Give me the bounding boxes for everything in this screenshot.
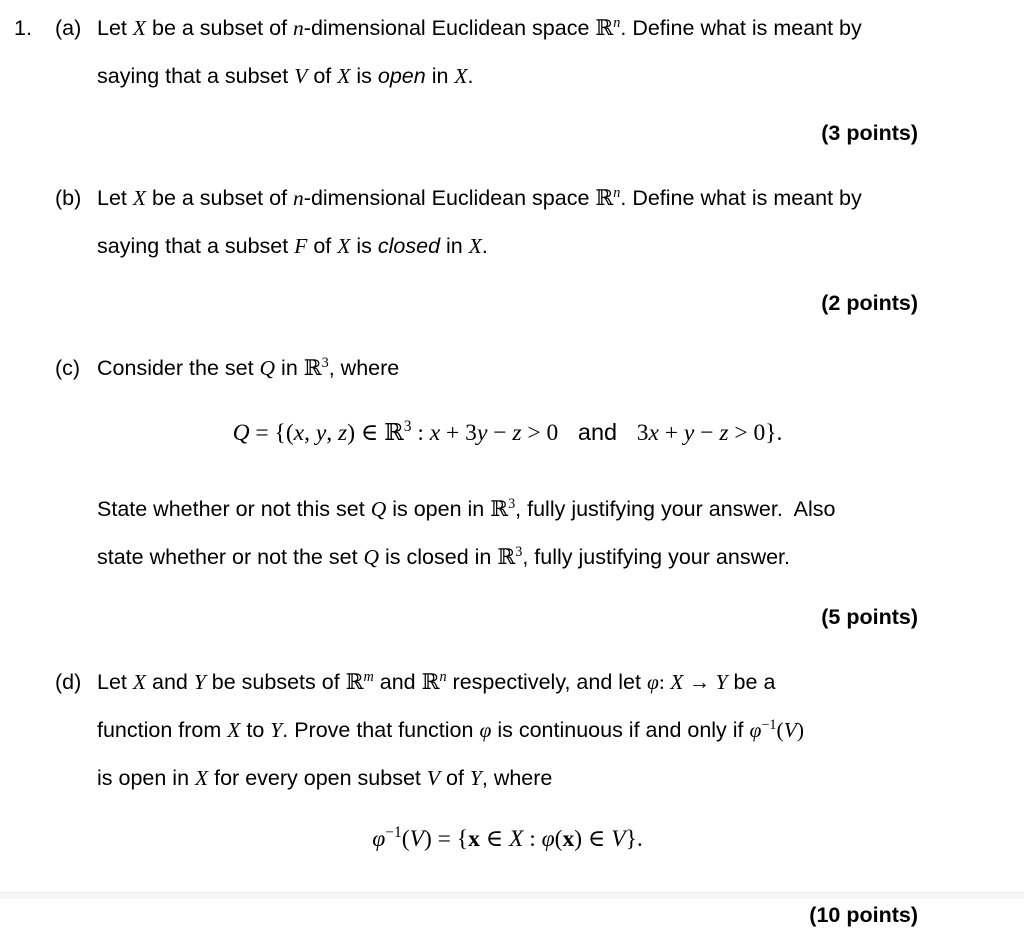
- text-run: ℝ: [490, 497, 509, 522]
- text-run: →: [683, 670, 716, 694]
- text-line: [97, 6, 918, 54]
- text-run: x: [293, 420, 305, 446]
- math-equation: [97, 407, 918, 461]
- text-run: , fully justifying your answer.: [522, 545, 790, 569]
- text-run: X: [454, 64, 468, 88]
- text-run: X: [132, 16, 147, 40]
- text-run: +: [658, 420, 684, 446]
- text-run: n: [293, 16, 304, 40]
- text-run: state whether or not the set: [97, 545, 364, 569]
- text-run: Q: [363, 545, 380, 569]
- text-run: V: [611, 826, 626, 852]
- text-run: X: [132, 670, 147, 694]
- text-run: ℝ: [421, 670, 440, 695]
- part-label: (b): [55, 186, 82, 210]
- text-run: φ: [372, 826, 386, 852]
- part-body: [97, 346, 918, 640]
- text-run: + 3: [440, 420, 477, 446]
- text-run: F: [294, 234, 308, 258]
- problem-part-b: [14, 176, 918, 326]
- text-line: [97, 756, 918, 801]
- text-run: -dimensional Euclidean space: [303, 16, 596, 40]
- part-label: (a): [55, 16, 82, 40]
- text-run: y: [315, 420, 327, 446]
- text-run: , where: [328, 356, 400, 380]
- text-run: of: [307, 64, 338, 88]
- text-run: in: [275, 356, 304, 380]
- points-label: (2 points): [821, 291, 918, 315]
- text-run: m: [363, 669, 374, 686]
- text-run: of: [440, 766, 470, 790]
- problem-number: 1.: [14, 16, 32, 40]
- text-run: Let: [97, 670, 133, 694]
- text-run: be a subset of: [146, 16, 294, 40]
- text-run: V: [294, 64, 308, 88]
- text-run: Y: [193, 670, 206, 694]
- text-run: ℝ: [497, 545, 516, 570]
- text-run: V: [409, 826, 424, 852]
- text-run: ℝ: [595, 16, 614, 41]
- text-line: [97, 535, 918, 583]
- text-run: 3: [515, 544, 523, 561]
- text-run: closed: [377, 234, 441, 258]
- text-run: ,: [326, 420, 339, 446]
- text-run: , fully justifying your answer. Also: [515, 497, 836, 521]
- text-run: X: [670, 670, 684, 694]
- text-run: φ: [646, 670, 659, 694]
- text-run: ) ∈: [347, 420, 385, 446]
- text-run: X: [195, 766, 209, 790]
- text-run: ∈: [479, 826, 509, 852]
- text-run: function from: [97, 718, 228, 742]
- text-run: in: [440, 234, 469, 258]
- text-run: is continuous if and only if: [491, 718, 750, 742]
- problem-part-c: [14, 346, 918, 640]
- text-run: 3: [321, 355, 329, 372]
- text-run: , where: [481, 766, 553, 790]
- page-bottom-edge: [0, 892, 1024, 899]
- text-run: x: [468, 826, 480, 852]
- text-line: [97, 708, 918, 756]
- text-run: be a: [727, 670, 776, 694]
- text-run: φ: [541, 826, 555, 852]
- text-run: State whether or not this set: [97, 497, 371, 521]
- text-run: (: [776, 718, 784, 742]
- text-run: ℝ: [345, 670, 364, 695]
- text-run: n: [613, 185, 621, 202]
- text-run: 3: [508, 496, 516, 513]
- math-equation: [97, 814, 918, 867]
- text-line: [97, 487, 918, 535]
- text-run: ) ∈: [574, 826, 612, 852]
- text-run: X: [132, 186, 147, 210]
- text-run: n: [613, 15, 621, 32]
- text-run: is: [350, 64, 378, 88]
- text-run: in: [425, 64, 455, 88]
- text-run: V: [426, 766, 441, 790]
- text-run: Let: [97, 16, 133, 40]
- paragraph: [97, 176, 918, 269]
- text-run: ) = {: [423, 826, 469, 852]
- text-run: = {(: [249, 420, 294, 446]
- text-run: ): [796, 718, 805, 742]
- text-run: and: [558, 419, 637, 445]
- part-body: [97, 6, 918, 156]
- text-run: z: [512, 420, 522, 446]
- problem-parts: [14, 6, 918, 938]
- problem-number: [14, 176, 55, 326]
- text-run: saying that a subset: [97, 234, 295, 258]
- text-run: . Define what is meant by: [620, 16, 862, 40]
- text-run: :: [658, 670, 671, 694]
- text-run: X: [337, 64, 351, 88]
- points-label: (5 points): [821, 605, 918, 629]
- text-run: is open in: [386, 497, 491, 521]
- text-line: [97, 176, 918, 224]
- text-run: .: [467, 64, 474, 88]
- problem-number: [14, 346, 55, 640]
- text-run: :: [411, 420, 430, 446]
- text-run: > 0}.: [728, 420, 783, 446]
- text-run: :: [523, 826, 542, 852]
- text-run: x: [562, 826, 575, 852]
- text-run: −: [694, 420, 720, 446]
- part-label: (d): [55, 670, 82, 694]
- text-run: −: [487, 420, 513, 446]
- points-label: (10 points): [809, 903, 918, 927]
- text-run: is: [350, 234, 378, 258]
- text-run: (: [554, 826, 563, 852]
- text-run: is open in: [97, 766, 196, 790]
- text-run: is closed in: [379, 545, 498, 569]
- text-run: X: [227, 718, 241, 742]
- text-run: Y: [715, 670, 728, 694]
- text-run: (: [401, 826, 410, 852]
- text-run: X: [468, 234, 482, 258]
- text-run: −1: [385, 824, 402, 842]
- text-run: Q: [259, 356, 276, 380]
- text-line: [97, 346, 918, 394]
- text-run: x: [648, 420, 659, 446]
- points-label: (3 points): [821, 121, 918, 145]
- text-run: be a subset of: [146, 186, 294, 210]
- text-line: [97, 54, 918, 99]
- text-run: X: [508, 826, 524, 852]
- text-run: -dimensional Euclidean space: [303, 186, 596, 210]
- text-run: n: [293, 186, 304, 210]
- paragraph: [97, 6, 918, 99]
- paragraph: [97, 487, 918, 583]
- text-run: x: [429, 420, 441, 446]
- text-run: Q: [232, 420, 250, 446]
- text-run: 3: [403, 418, 412, 436]
- text-run: ℝ: [303, 356, 322, 381]
- text-run: of: [307, 234, 338, 258]
- text-run: to: [240, 718, 271, 742]
- text-run: and: [373, 670, 422, 694]
- text-run: X: [337, 234, 351, 258]
- text-run: z: [338, 420, 348, 446]
- text-run: Y: [270, 718, 283, 742]
- text-run: z: [719, 420, 729, 446]
- text-run: Consider the set: [97, 356, 260, 380]
- text-run: open: [377, 64, 426, 88]
- text-run: n: [439, 669, 447, 686]
- text-run: Y: [469, 766, 482, 790]
- text-run: 3: [636, 420, 649, 446]
- text-run: Let: [97, 186, 133, 210]
- text-run: and: [146, 670, 194, 694]
- text-run: }.: [625, 826, 643, 852]
- text-run: y: [683, 420, 695, 446]
- text-run: ℝ: [384, 418, 404, 446]
- text-run: φ: [749, 718, 762, 742]
- text-run: . Prove that function: [282, 718, 480, 742]
- part-body: [97, 176, 918, 326]
- paragraph: [97, 346, 918, 394]
- text-line: [97, 224, 918, 269]
- text-run: be subsets of: [205, 670, 346, 694]
- text-run: φ: [479, 718, 492, 742]
- problem-part-a: [14, 6, 918, 156]
- text-run: V: [783, 718, 797, 742]
- text-run: for every open subset: [208, 766, 427, 790]
- text-run: respectively, and let: [446, 670, 647, 694]
- text-run: . Define what is meant by: [620, 186, 862, 210]
- text-line: [97, 660, 918, 708]
- text-run: Q: [370, 497, 387, 521]
- part-label: (c): [55, 356, 81, 380]
- text-run: saying that a subset: [97, 64, 295, 88]
- text-run: y: [476, 420, 488, 446]
- text-run: .: [481, 234, 488, 258]
- text-run: ℝ: [595, 186, 614, 211]
- text-run: −1: [761, 717, 777, 734]
- text-run: ,: [304, 420, 316, 446]
- text-run: > 0: [521, 420, 559, 446]
- paragraph: [97, 660, 918, 801]
